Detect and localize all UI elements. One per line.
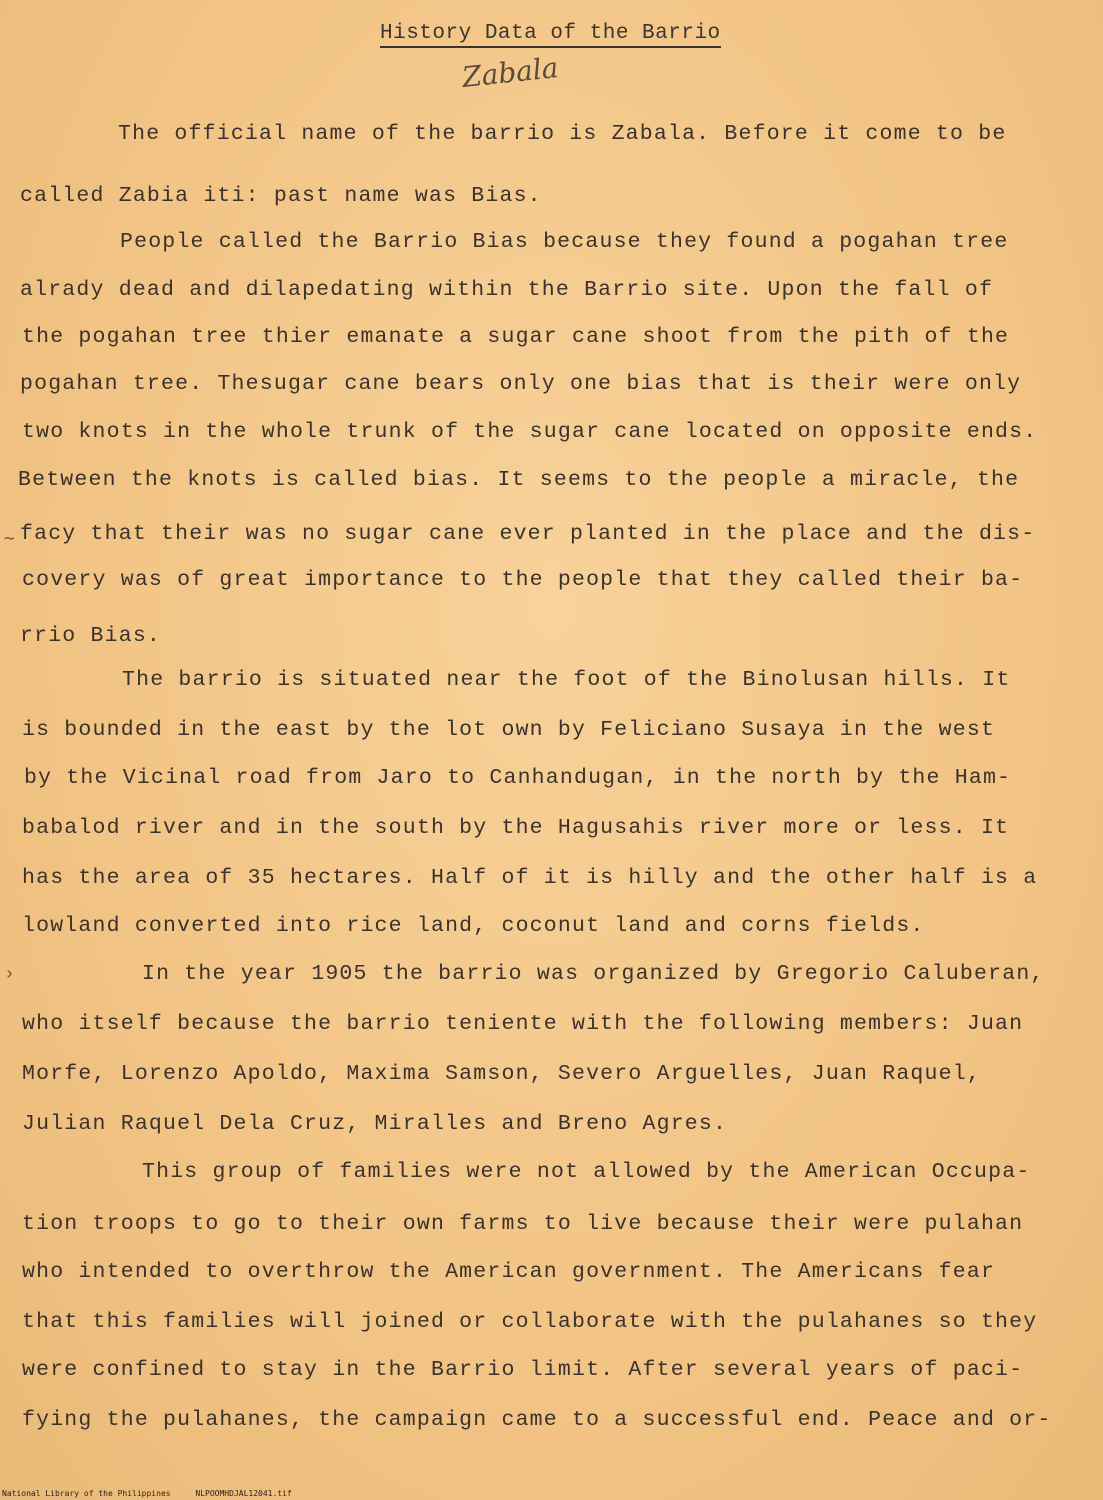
text-line: tion troops to go to their own farms to live because their were pulahan xyxy=(22,1212,1024,1236)
text-line: who intended to overthrow the American government. The Americans fear xyxy=(22,1260,996,1284)
handwritten-annotation: Zabala xyxy=(460,51,560,94)
scan-footer xyxy=(2,1489,292,1498)
text-line: who itself because the barrio teniente with the following members: Juan xyxy=(22,1012,1024,1036)
footer-filename: NLPOOMHDJAL12041.tif xyxy=(195,1489,292,1498)
text-line: The barrio is situated near the foot of the Binolusan hills. It xyxy=(122,668,1011,692)
text-line: This group of families were not allowed by the American Occupa- xyxy=(142,1160,1031,1184)
text-line: that this families will joined or collaborate with the pulahanes so they xyxy=(22,1310,1038,1334)
text-line: facy that their was no sugar cane ever planted in the place and the dis- xyxy=(20,522,1036,546)
document-title: History Data of the Barrio xyxy=(380,22,721,48)
text-line: Julian Raquel Dela Cruz, Miralles and Breno Agres. xyxy=(22,1112,728,1136)
text-line: The official name of the barrio is Zabala. Before it come to be xyxy=(118,122,1007,146)
margin-mark: › xyxy=(4,965,15,985)
text-line: by the Vicinal road from Jaro to Canhandugan, in the north by the Ham- xyxy=(24,766,1012,790)
margin-mark: ∼ xyxy=(4,530,15,550)
text-line: lowland converted into rice land, coconut land and corns fields. xyxy=(22,914,925,938)
text-line: In the year 1905 the barrio was organized by Gregorio Caluberan, xyxy=(142,962,1045,986)
footer-library: National Library of the Philippines xyxy=(2,1489,171,1498)
text-line: called Zabia iti: past name was Bias. xyxy=(20,184,542,208)
text-line: Morfe, Lorenzo Apoldo, Maxima Samson, Severo Arguelles, Juan Raquel, xyxy=(22,1062,981,1086)
text-line: has the area of 35 hectares. Half of it is hilly and the other half is a xyxy=(22,866,1038,890)
text-line: People called the Barrio Bias because they found a pogahan tree xyxy=(120,230,1009,254)
text-line: the pogahan tree thier emanate a sugar cane shoot from the pith of the xyxy=(22,325,1010,349)
text-line: Between the knots is called bias. It seems to the people a miracle, the xyxy=(18,468,1020,492)
text-line: is bounded in the east by the lot own by Feliciano Susaya in the west xyxy=(22,718,996,742)
text-line: covery was of great importance to the people that they called their ba- xyxy=(22,568,1024,592)
text-line: two knots in the whole trunk of the sugar cane located on opposite ends. xyxy=(22,420,1038,444)
text-line: pogahan tree. Thesugar cane bears only one bias that is their were only xyxy=(20,372,1022,396)
text-line: alrady dead and dilapedating within the Barrio site. Upon the fall of xyxy=(20,278,994,302)
text-line: were confined to stay in the Barrio limit. After several years of paci- xyxy=(22,1358,1024,1382)
text-line: babalod river and in the south by the Hagusahis river more or less. It xyxy=(22,816,1010,840)
text-line: fying the pulahanes, the campaign came to a successful end. Peace and or- xyxy=(22,1408,1052,1432)
text-line: rrio Bias. xyxy=(20,624,162,648)
